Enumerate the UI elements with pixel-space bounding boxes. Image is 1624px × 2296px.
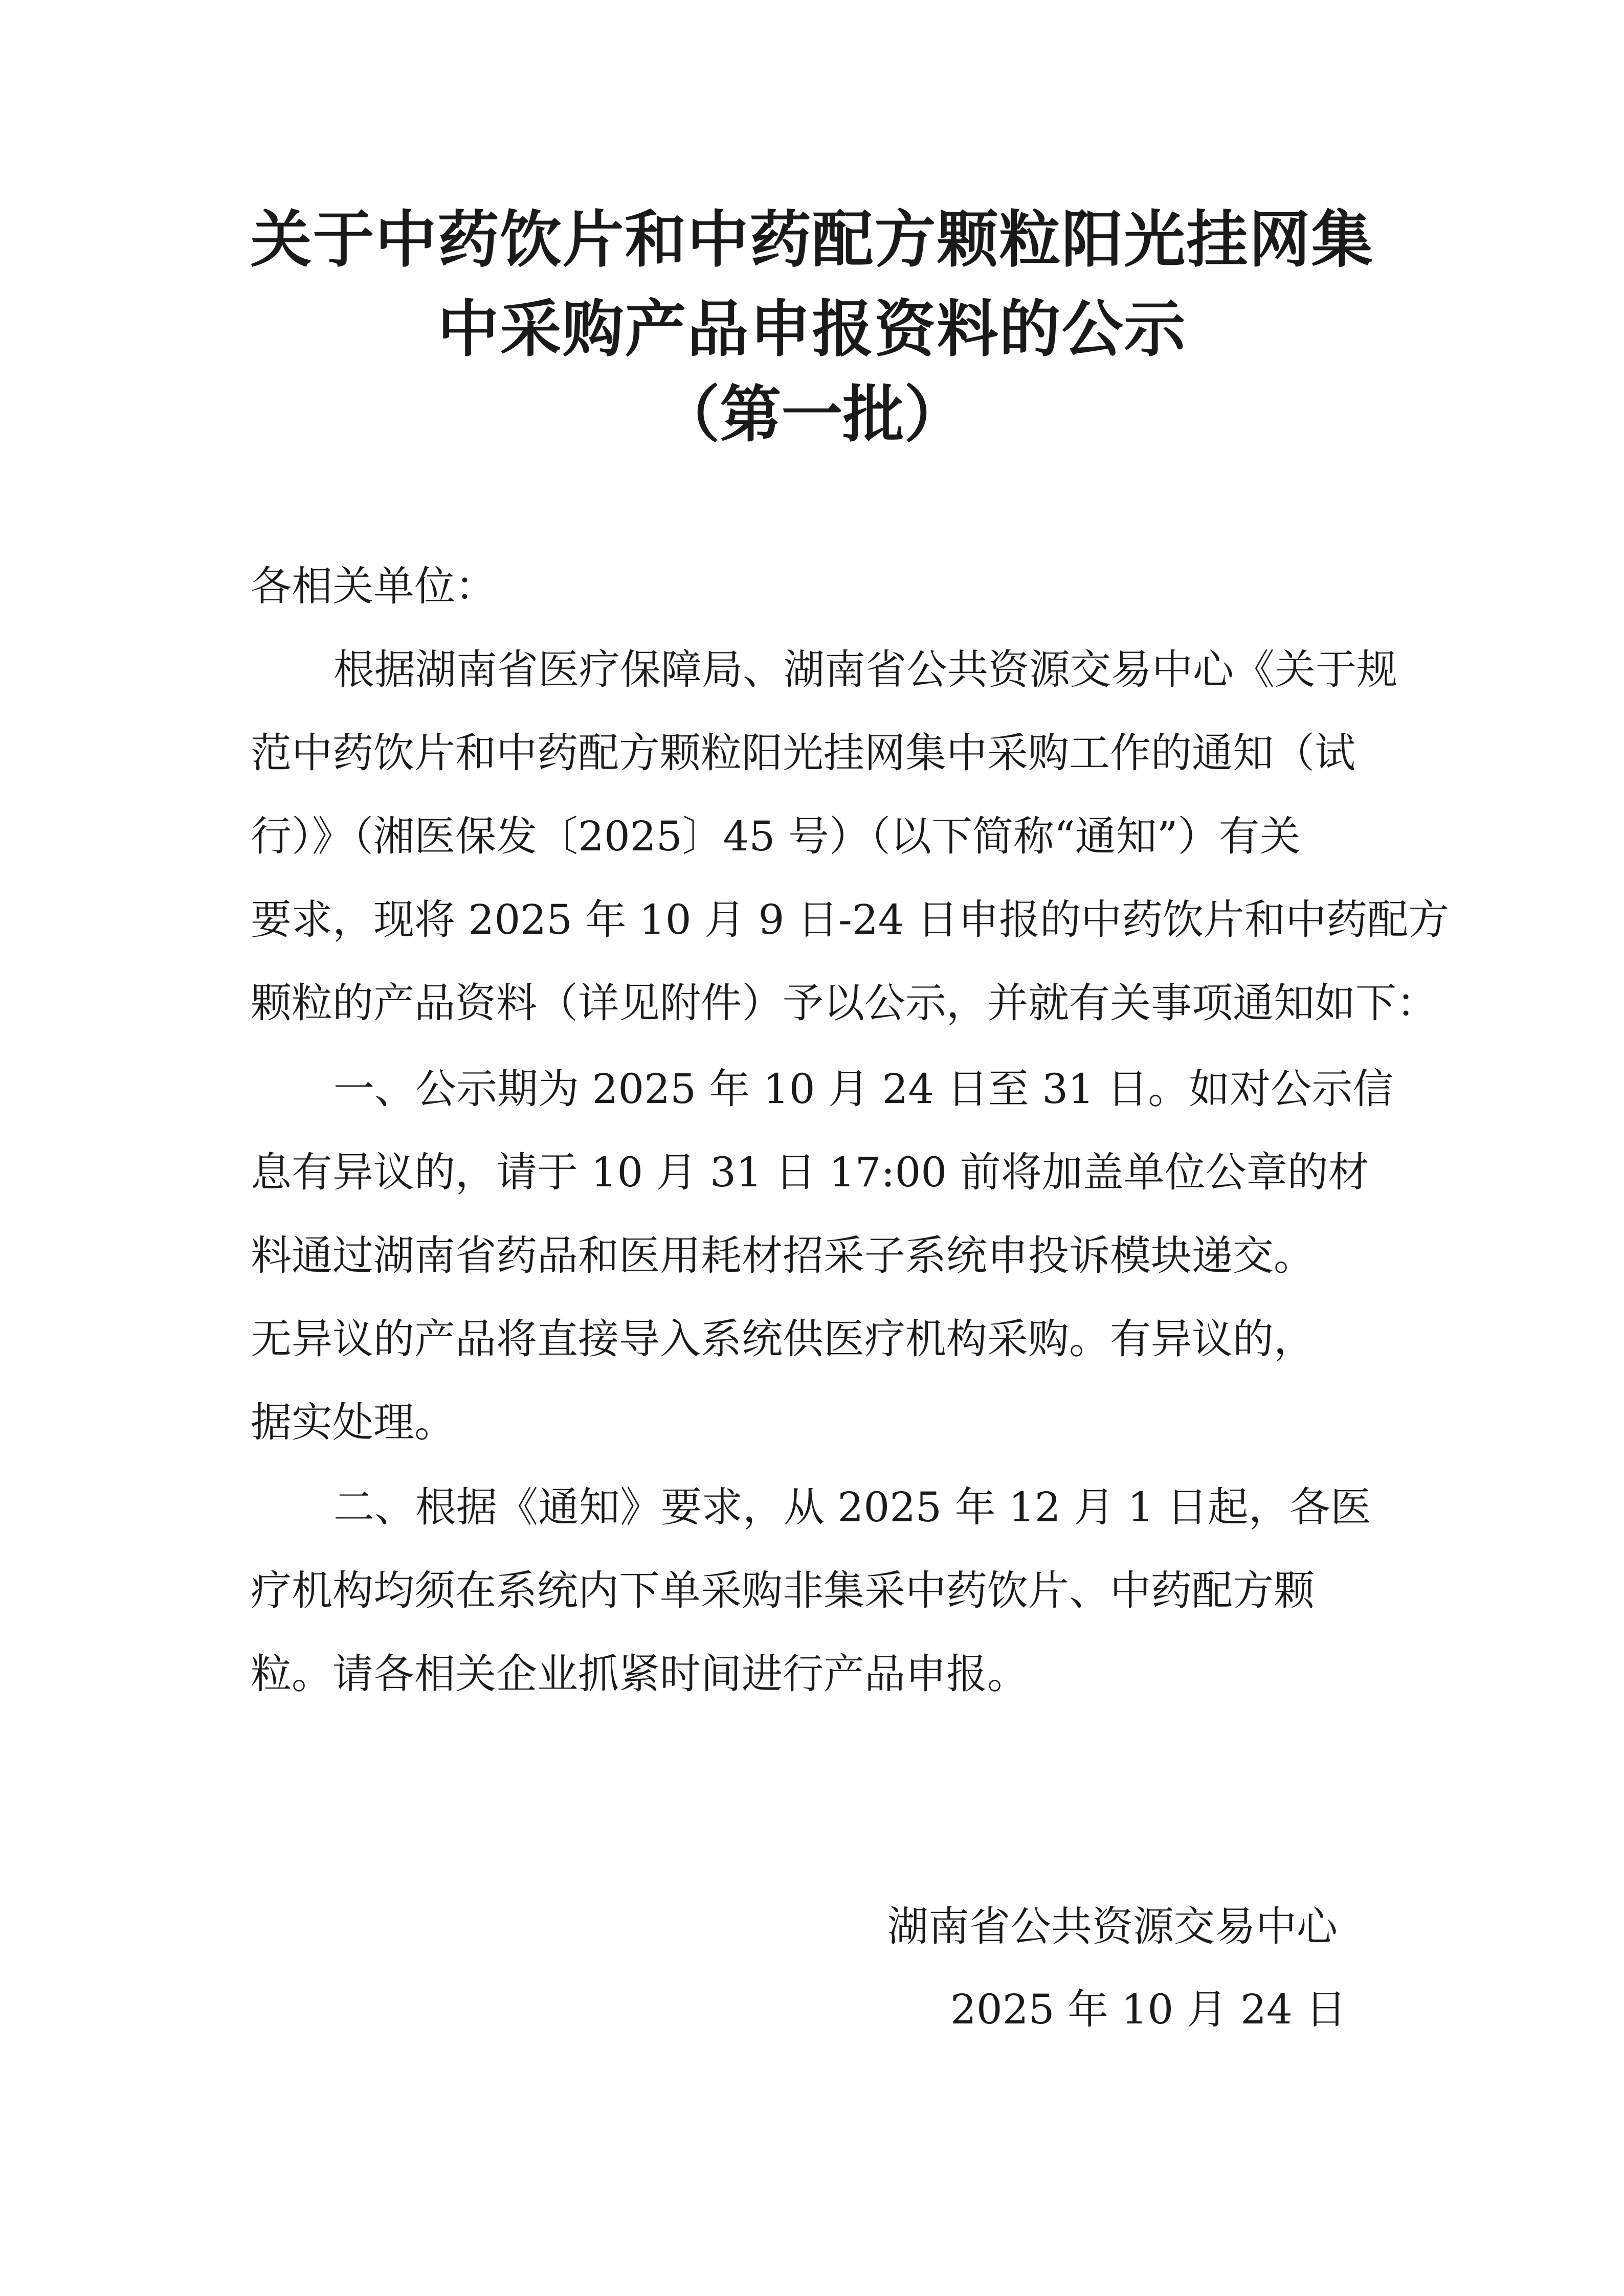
- item-2-line: 二、根据《通知》要求，从 2025 年 12 月 1 日起，各医: [333, 1483, 1371, 1531]
- item-1-line: 据实处理。: [251, 1399, 455, 1446]
- paragraph-1-line: 范中药饮片和中药配方颗粒阳光挂网集中采购工作的通知（试: [251, 729, 1355, 777]
- signature-organization: 湖南省公共资源交易中心: [887, 1903, 1338, 1950]
- item-2-line: 粒。请各相关企业抓紧时间进行产品申报。: [251, 1650, 1028, 1698]
- item-1-line: 料通过湖南省药品和医用耗材招采子系统申投诉模块递交。: [251, 1232, 1315, 1279]
- title-line-3: （第一批）: [658, 379, 966, 451]
- paragraph-1-line: 根据湖南省医疗保障局、湖南省公共资源交易中心《关于规: [333, 646, 1397, 693]
- paragraph-1-line: 颗粒的产品资料（详见附件）予以公示，并就有关事项通知如下：: [251, 979, 1437, 1027]
- signature-date: 2025 年 10 月 24 日: [950, 1986, 1347, 2033]
- salutation: 各相关单位：: [251, 562, 496, 610]
- paragraph-1-line: 行）》（湘医保发〔2025〕45 号）（以下简称“通知”）有关: [251, 813, 1301, 860]
- title-line-1: 关于中药饮片和中药配方颗粒阳光挂网集: [250, 205, 1374, 276]
- item-2-line: 疗机构均须在系统内下单采购非集采中药饮片、中药配方颗: [251, 1567, 1315, 1614]
- item-1-line: 息有异议的，请于 10 月 31 日 17:00 前将加盖单位公章的材: [251, 1149, 1369, 1196]
- item-1-line: 一、公示期为 2025 年 10 月 24 日至 31 日。如对公示信: [333, 1065, 1394, 1113]
- title-line-2: 中采购产品申报资料的公示: [437, 294, 1187, 365]
- item-1-line: 无异议的产品将直接导入系统供医疗机构采购。有异议的，: [251, 1315, 1315, 1363]
- paragraph-1-line: 要求，现将 2025 年 10 月 9 日-24 日申报的中药饮片和中药配方: [251, 896, 1450, 943]
